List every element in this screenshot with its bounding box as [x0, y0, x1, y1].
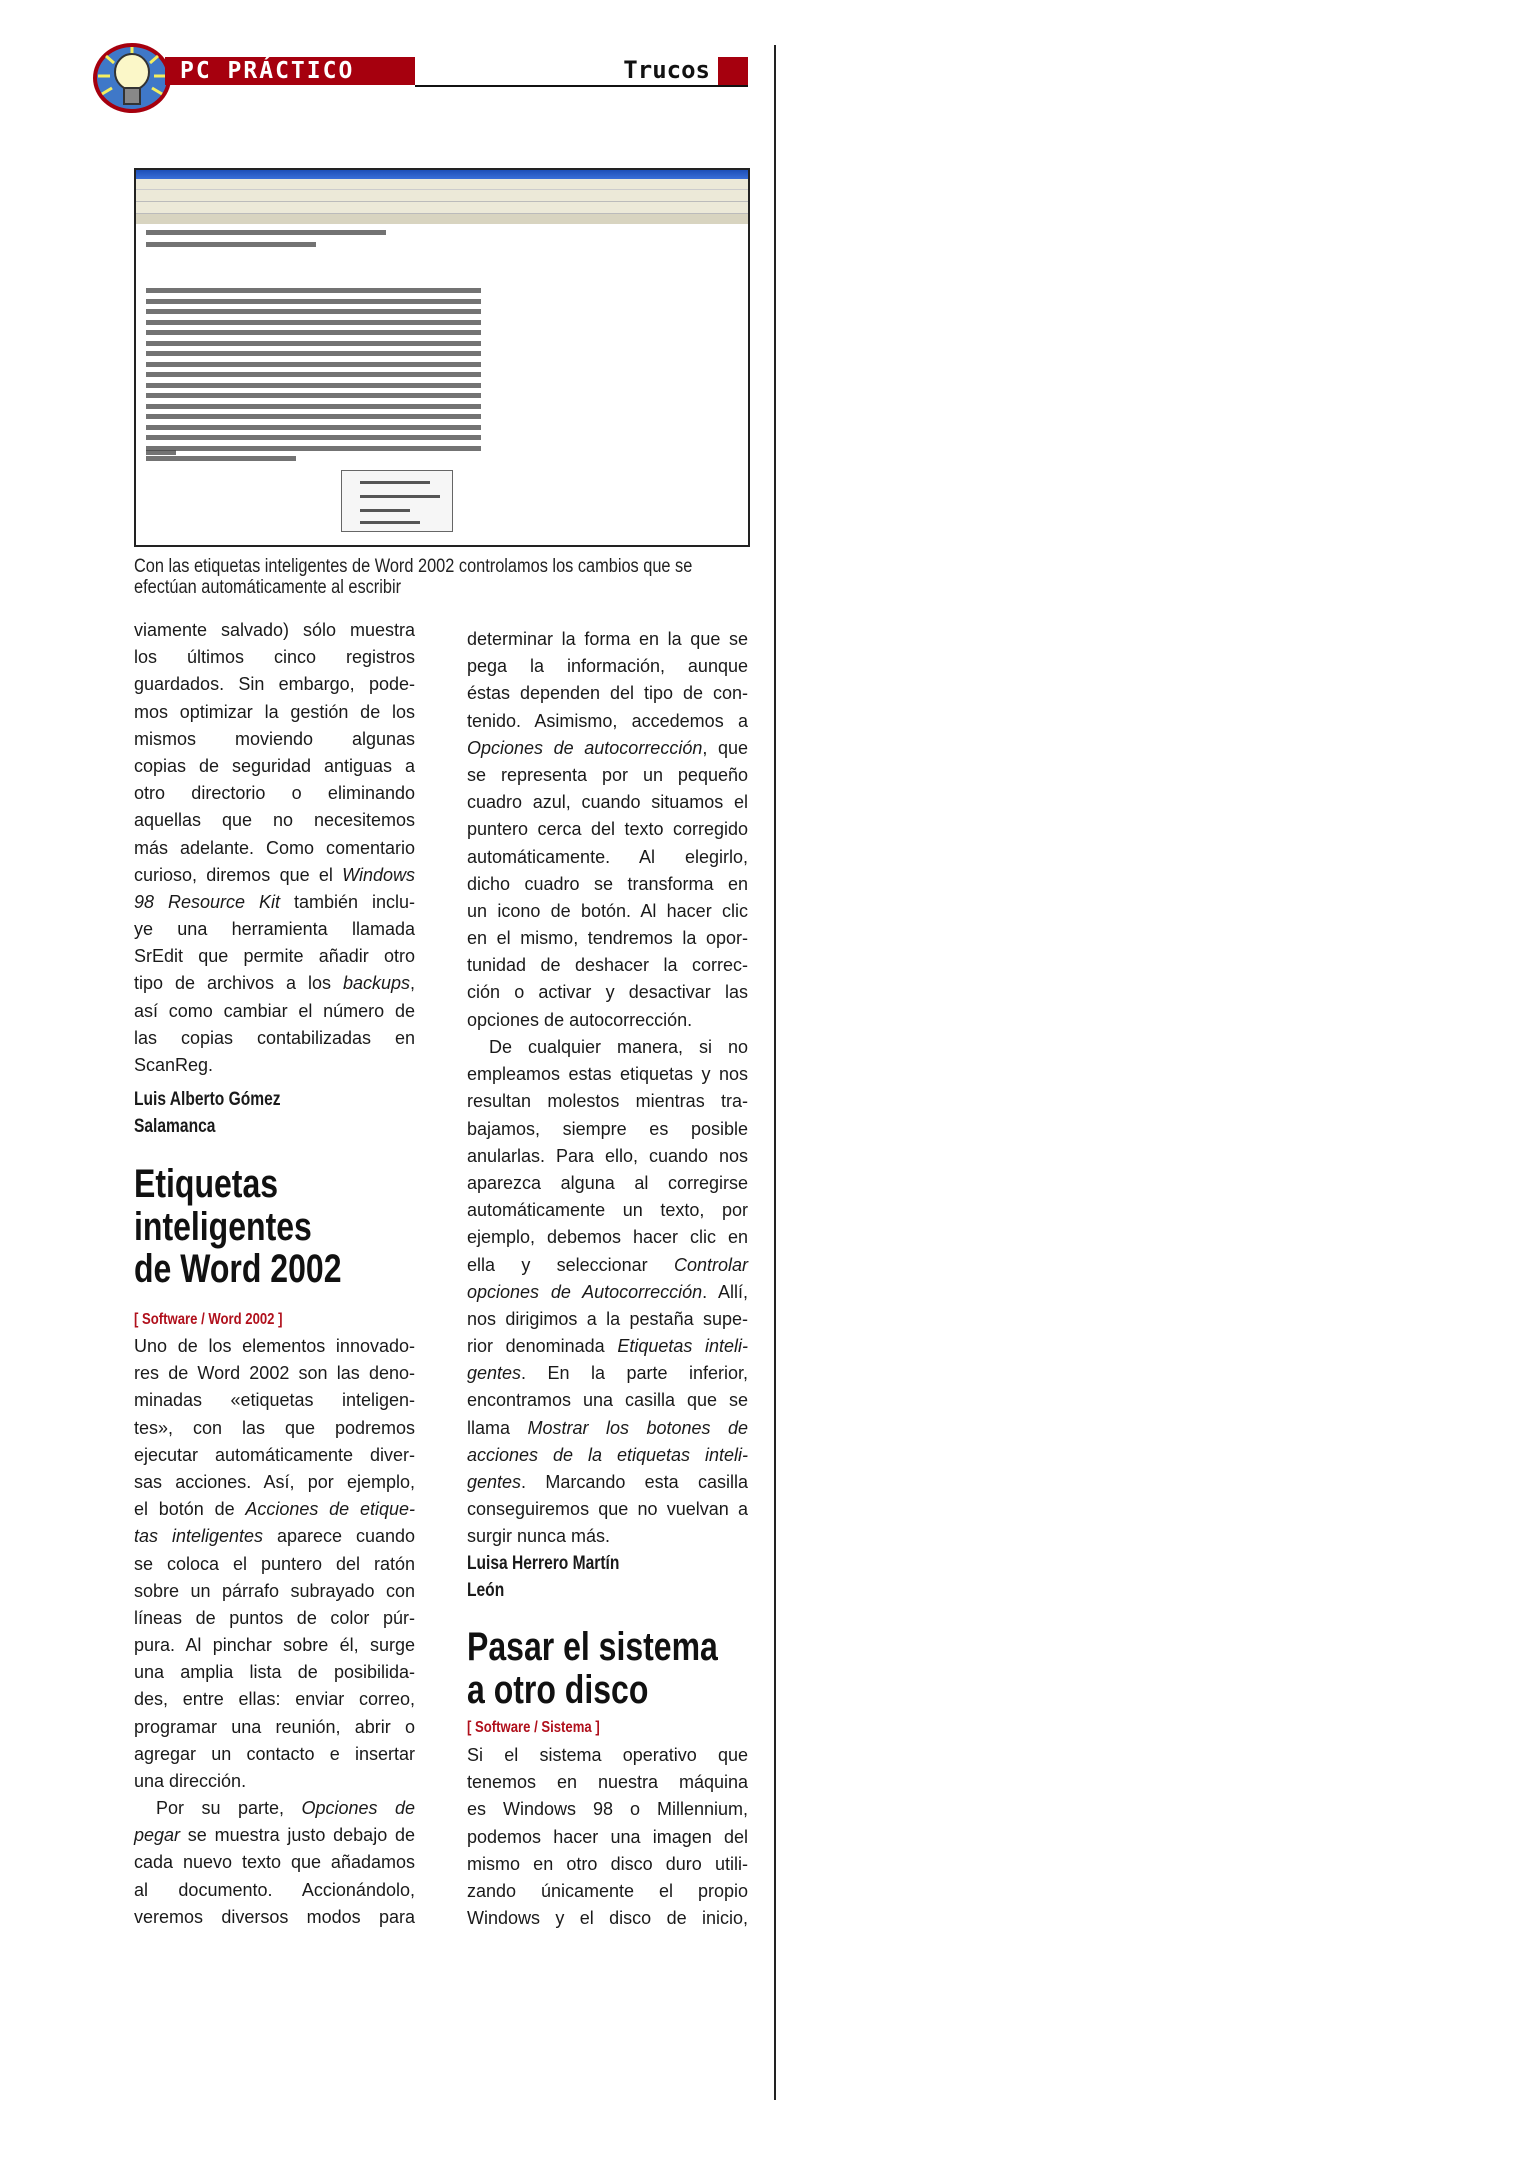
text: rior denominada [467, 1336, 618, 1357]
text-line [467, 1306, 748, 1333]
text: tenemos en nuestra máquina [467, 1772, 748, 1793]
italic-text: gentes [467, 1472, 522, 1492]
text: sobre un párrafo subrayado con [134, 1580, 415, 1601]
text-line [134, 835, 415, 862]
text-line [134, 807, 415, 834]
text: zando únicamente el propio [467, 1880, 748, 1901]
text: , [409, 973, 415, 994]
text: otro directorio o eliminando [134, 783, 415, 804]
text: curioso, diremos que el [134, 864, 343, 885]
author-city: Salamanca [134, 1116, 216, 1138]
text: cuadro azul, cuando situamos el [467, 792, 748, 813]
italic-text: Opciones de [301, 1798, 415, 1818]
text-line [134, 1877, 415, 1904]
text: , que [702, 737, 748, 758]
text-line [467, 1851, 748, 1878]
text-line [467, 1415, 748, 1442]
text: las copias contabilizadas en [134, 1027, 415, 1048]
text-line [134, 889, 415, 916]
text-line [467, 1333, 748, 1360]
text: Uno de los elementos innovado- [134, 1336, 415, 1356]
text-line [134, 862, 415, 889]
text: ejecutar automáticamente diver- [134, 1444, 415, 1465]
header-rule [415, 85, 748, 87]
italic-text: acciones de la etiquetas inteli- [467, 1444, 748, 1465]
figure-text-line [146, 456, 296, 461]
text-line [134, 943, 415, 970]
text: al documento. Accionándolo, [134, 1879, 415, 1900]
text-line [467, 1469, 748, 1496]
text: tenido. Asimismo, accedemos a [467, 710, 748, 731]
figure-text-line [146, 299, 481, 304]
text-line [134, 970, 415, 997]
text-line [134, 1822, 415, 1849]
text-line [134, 1714, 415, 1741]
heading-line: Pasar el sistema [467, 1625, 718, 1669]
text-line [467, 789, 748, 816]
text-line [467, 1387, 748, 1414]
window-menubar [136, 179, 748, 190]
text-line [467, 1523, 748, 1550]
text-line [134, 1052, 415, 1079]
text: aparece cuando [263, 1526, 415, 1547]
text: también inclu- [280, 891, 415, 912]
lightbulb-logo-icon [92, 42, 172, 114]
tag-label: [ Software / Sistema ] [467, 1719, 600, 1736]
text: una amplia lista de posibilida- [134, 1662, 415, 1683]
figure-caption [134, 556, 693, 598]
text: aparezca alguna al corregirse [467, 1172, 748, 1193]
window-toolbar [136, 190, 748, 202]
text-line [467, 898, 748, 925]
text-line [467, 1878, 748, 1905]
italic-text: Windows [342, 864, 415, 885]
section-title: PC PRÁCTICO [180, 58, 355, 84]
text: . En la parte inferior, [521, 1363, 748, 1384]
text: el botón de [134, 1499, 246, 1520]
figure-text-line [146, 450, 176, 455]
text: pura. Al pinchar sobre él, surge [134, 1635, 415, 1656]
text: éstas dependen del tipo de con- [467, 683, 748, 704]
text-line [467, 1224, 748, 1251]
text-line [467, 1007, 748, 1034]
text: veremos diversos modos para [134, 1906, 415, 1927]
text-line [467, 1252, 748, 1279]
text: ye una herramienta llamada [134, 919, 415, 940]
col2-para1 [467, 626, 748, 1034]
text-line [134, 998, 415, 1025]
italic-text: Opciones de autocorrección [467, 737, 703, 758]
text: ella y seleccionar [467, 1254, 674, 1275]
text-line [134, 1469, 415, 1496]
text: Por su parte, [156, 1798, 302, 1818]
italic-text: Etiquetas inteli- [617, 1336, 748, 1357]
text-line [134, 1659, 415, 1686]
col1-byline [134, 1086, 415, 1140]
author-name: Luis Alberto Gómez [134, 1089, 281, 1110]
text-line [134, 1333, 415, 1360]
text-line [467, 1769, 748, 1796]
figure-text-line [146, 330, 481, 335]
figure-text-line [146, 362, 481, 367]
page-divider [774, 45, 776, 2100]
col1-intro [134, 617, 415, 1079]
figure-text-line [146, 242, 316, 247]
text-line [467, 1360, 748, 1387]
category-label: Trucos [623, 56, 710, 84]
text-line [467, 844, 748, 871]
text: mismo en otro disco duro utili- [467, 1853, 748, 1874]
text: agregar un contacto e insertar [134, 1743, 415, 1764]
text-line [467, 952, 748, 979]
window-titlebar [136, 170, 748, 179]
author-city: León [467, 1580, 505, 1602]
text: conseguiremos que no vuelvan a [467, 1499, 748, 1520]
text: pega la información, aunque [467, 656, 748, 677]
italic-text: Mostrar los botones de [527, 1417, 749, 1438]
text: ScanReg. [134, 1055, 214, 1075]
text: se muestra justo debajo de [180, 1825, 415, 1846]
text: cada nuevo texto que añadamos [134, 1852, 415, 1873]
text: res de Word 2002 son las deno- [134, 1363, 415, 1384]
text: SrEdit que permite añadir otro [134, 946, 415, 967]
text-line [467, 1197, 748, 1224]
text-line [134, 1849, 415, 1876]
text-line [467, 762, 748, 789]
text: . Marcando esta casilla [521, 1472, 748, 1492]
text-line [134, 1768, 415, 1795]
text: viamente salvado) sólo muestra [134, 620, 415, 640]
figure-text-line [146, 435, 481, 440]
text-line [467, 1905, 748, 1932]
figure-text-line [146, 309, 481, 314]
col2-para2 [467, 1034, 748, 1551]
text-line [134, 1442, 415, 1469]
text-line [467, 1061, 748, 1088]
italic-text: gentes [467, 1363, 522, 1384]
text-line [134, 1496, 415, 1523]
text: los últimos cinco registros [134, 647, 415, 668]
text: Windows y el disco de inicio, [467, 1908, 748, 1929]
text-line [467, 735, 748, 762]
figure-text-line [146, 404, 481, 409]
text: . Allí, [702, 1281, 749, 1302]
figure-text-line [146, 351, 481, 356]
text: programar una reunión, abrir o [134, 1716, 415, 1737]
text: tipo de archivos a los [134, 973, 343, 994]
text: empleamos estas etiquetas y nos [467, 1064, 748, 1085]
article-tag [134, 1306, 415, 1333]
text: surgir nunca más. [467, 1526, 611, 1547]
text: una dirección. [134, 1771, 247, 1791]
heading-line: inteligentes [134, 1204, 312, 1249]
text-line [467, 708, 748, 735]
text-line [134, 1904, 415, 1931]
category-marker [718, 57, 748, 85]
text-line [134, 617, 415, 644]
text-line [134, 699, 415, 726]
text: es Windows 98 o Millennium, [467, 1799, 748, 1820]
text-line [467, 979, 748, 1006]
col1-para1 [134, 1333, 415, 1795]
text-line [467, 1279, 748, 1306]
text: líneas de puntos de color púr- [134, 1607, 415, 1628]
heading-line: de Word 2002 [134, 1247, 342, 1291]
smart-tag-menu [341, 470, 453, 532]
window-ruler [136, 214, 748, 224]
caption-line: Con las etiquetas inteligentes de Word 2002 controlamos los cambios que se [134, 556, 693, 577]
text: puntero cerca del texto corregido [467, 819, 748, 840]
text-line [467, 1116, 748, 1143]
heading-line: Etiquetas [134, 1162, 279, 1206]
text-line [467, 1824, 748, 1851]
article-tag [467, 1714, 748, 1741]
text: mos optimizar la gestión de los [134, 701, 415, 722]
text: automáticamente. Al elegirlo, [467, 846, 748, 867]
text: De cualquier manera, si no [489, 1037, 748, 1057]
text: Si el sistema operativo que [467, 1745, 748, 1765]
text-line [467, 1796, 748, 1823]
figure-text-line [146, 288, 481, 293]
window-toolbar [136, 202, 748, 214]
text: copias de seguridad antiguas a [134, 755, 415, 776]
text: tunidad de deshacer la correc- [467, 955, 748, 976]
article-heading [467, 1626, 867, 1711]
text: dicho cuadro se transforma en [467, 873, 748, 894]
text-line [134, 1025, 415, 1052]
text: anularlas. Para ello, cuando nos [467, 1145, 748, 1166]
text-line [467, 653, 748, 680]
tag-label: [ Software / Word 2002 ] [134, 1311, 283, 1328]
text-line [134, 1387, 415, 1414]
text-line [467, 1034, 748, 1061]
text: opciones de autocorrección. [467, 1009, 693, 1030]
text: aquellas que no necesitemos [134, 810, 415, 831]
text-line [134, 1741, 415, 1768]
text-line [467, 871, 748, 898]
text-line [134, 780, 415, 807]
col2-para3 [467, 1742, 748, 1932]
author-name: Luisa Herrero Martín [467, 1553, 620, 1574]
text-line [467, 816, 748, 843]
text: encontramos una casilla que se [467, 1390, 748, 1411]
text-line [467, 1742, 748, 1769]
text: tes», con las que podremos [134, 1417, 415, 1438]
text: más adelante. Como comentario [134, 837, 415, 858]
text-line [467, 680, 748, 707]
figure-text-line [146, 372, 481, 377]
col2-byline [467, 1550, 748, 1604]
text: así como cambiar el número de [134, 1000, 415, 1021]
heading-line: a otro disco [467, 1667, 649, 1712]
text-line [134, 1795, 415, 1822]
text-line [467, 1442, 748, 1469]
caption-line: efectúan automáticamente al escribir [134, 577, 402, 598]
text-line [134, 1415, 415, 1442]
text-line [134, 1360, 415, 1387]
figure-text-line [146, 341, 481, 346]
text: determinar la forma en la que se [467, 629, 748, 649]
text: minadas «etiquetas inteligen- [134, 1390, 415, 1411]
italic-text: 98 Resource Kit [134, 891, 280, 912]
text-line [134, 916, 415, 943]
text-line [134, 1551, 415, 1578]
italic-text: opciones de Autocorrección [467, 1281, 703, 1302]
text: bajamos, siempre es posible [467, 1118, 748, 1139]
text-line [467, 1143, 748, 1170]
text-line [467, 626, 748, 653]
text: en el mismo, tendremos la opor- [467, 928, 748, 949]
italic-text: backups [342, 973, 410, 994]
text-line [467, 1088, 748, 1115]
text: ejemplo, debemos hacer clic en [467, 1227, 748, 1248]
text: se coloca el puntero del ratón [134, 1553, 415, 1574]
text-line [134, 1605, 415, 1632]
italic-text: Controlar [673, 1254, 748, 1275]
figure-text-line [146, 383, 481, 388]
figure-text-line [146, 230, 386, 235]
text-line [467, 1170, 748, 1197]
text: podemos hacer una imagen del [467, 1826, 748, 1847]
italic-text: Acciones de etique- [245, 1499, 415, 1520]
italic-text: tas inteligentes [134, 1526, 264, 1547]
text: des, entre ellas: enviar correo, [134, 1689, 415, 1710]
text-line [467, 925, 748, 952]
text-line [134, 1523, 415, 1550]
text: llama [467, 1417, 528, 1438]
italic-text: pegar [134, 1825, 181, 1846]
text-line [134, 644, 415, 671]
figure-text-line [146, 414, 481, 419]
text-line [134, 1578, 415, 1605]
figure-text-line [146, 425, 481, 430]
text: guardados. Sin embargo, pode- [134, 674, 415, 695]
text-line [134, 753, 415, 780]
text: se representa por un pequeño [467, 764, 748, 785]
text: automáticamente un texto, por [467, 1200, 748, 1221]
text-line [134, 671, 415, 698]
text: resultan molestos mientras tra- [467, 1091, 748, 1112]
col1-para2 [134, 1795, 415, 1931]
text-line [134, 726, 415, 753]
word-screenshot-figure [134, 168, 750, 547]
text-line [134, 1632, 415, 1659]
figure-text-line [146, 393, 481, 398]
figure-text-line [146, 320, 481, 325]
text: nos dirigimos a la pestaña supe- [467, 1308, 748, 1329]
figure-text-line [146, 446, 481, 451]
text-line [467, 1496, 748, 1523]
text: sas acciones. Así, por ejemplo, [134, 1471, 415, 1492]
text: mismos moviendo algunas [134, 728, 415, 749]
text-line [134, 1686, 415, 1713]
text: un icono de botón. Al hacer clic [467, 900, 748, 921]
text: ción o activar y desactivar las [467, 982, 748, 1003]
